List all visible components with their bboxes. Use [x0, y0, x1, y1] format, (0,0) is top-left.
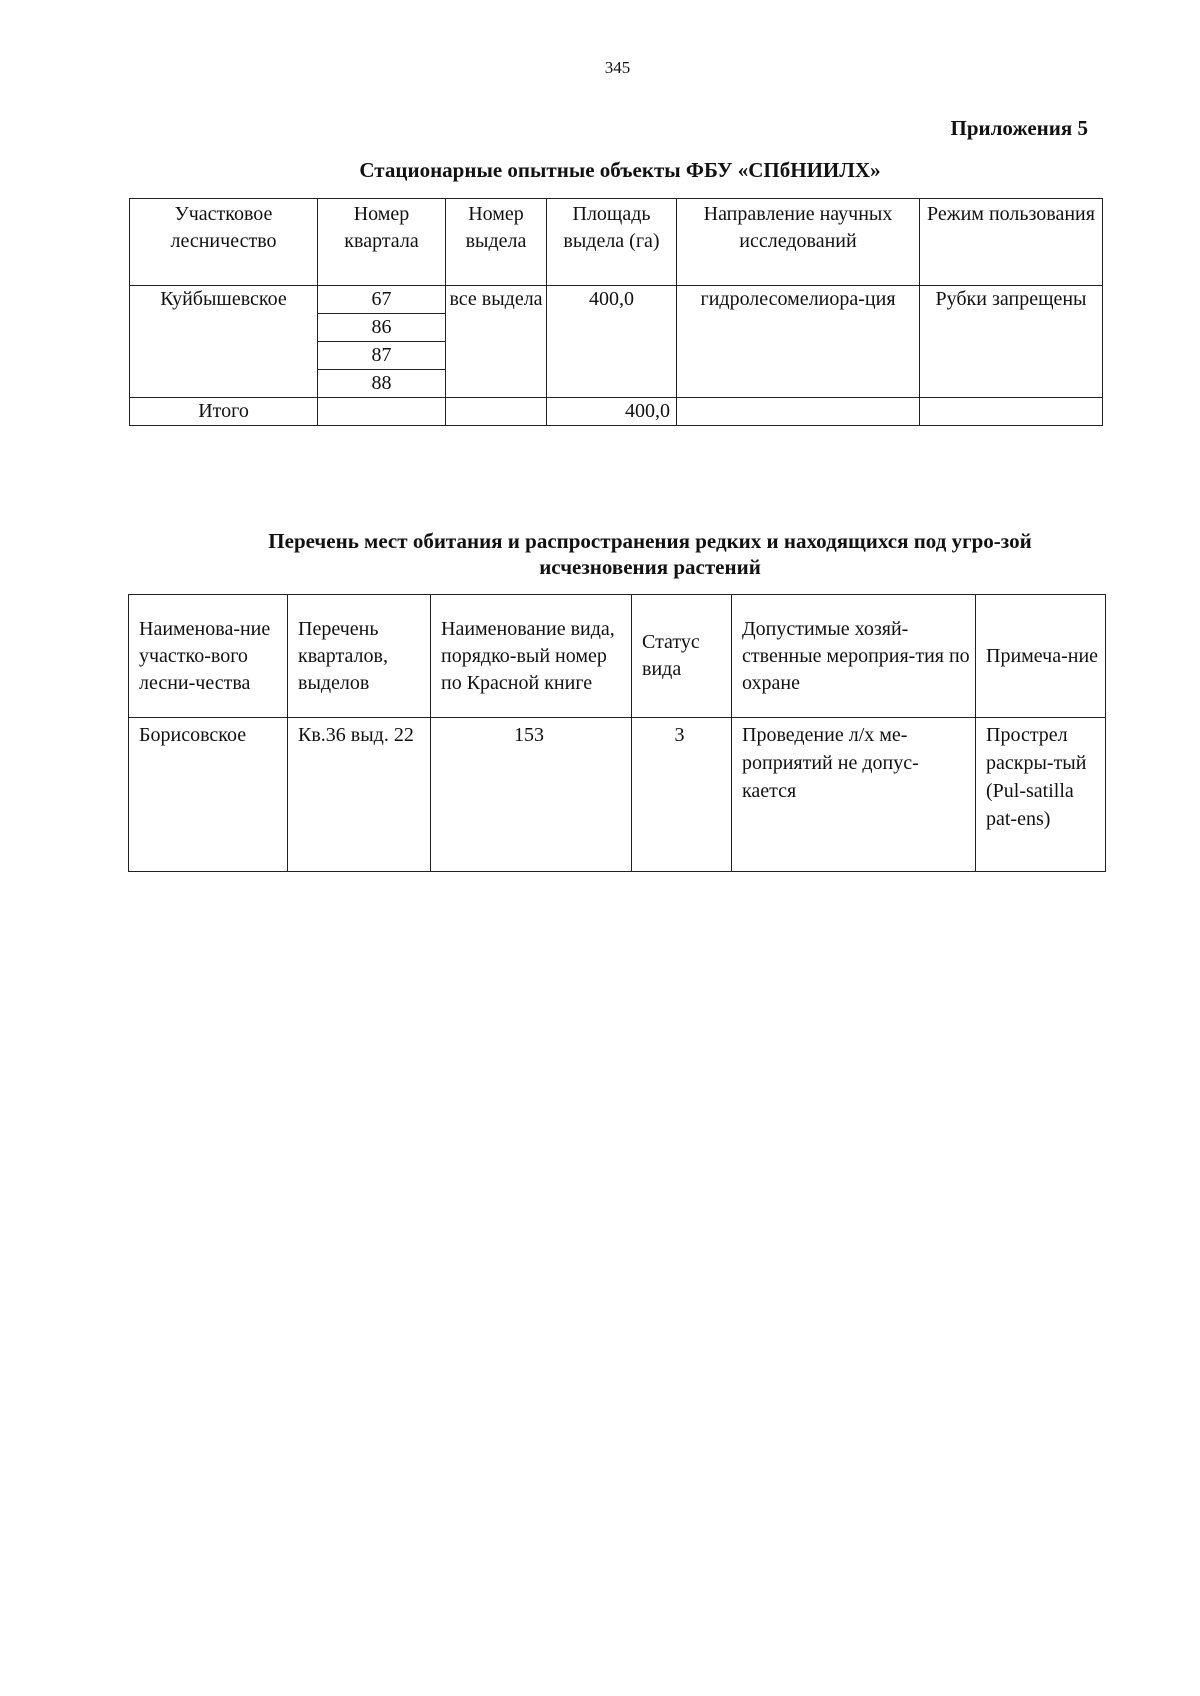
header-plot-area: Площадь выдела (га)	[547, 199, 677, 286]
header-note: Примеча-ние	[976, 595, 1106, 718]
header-allowed-measures: Допустимые хозяй-ственные мероприя-тия по охране	[732, 595, 976, 718]
header-research-direction: Направление научных исследований	[677, 199, 920, 286]
table1-title: Стационарные опытные объекты ФБУ «СПбНИИЛХ»	[359, 158, 881, 182]
table-row	[130, 286, 1103, 314]
cell-quarter: 88	[318, 370, 446, 398]
total-area: 400,0	[547, 398, 677, 426]
cell-forestry-name: Борисовское	[129, 718, 288, 872]
cell-plot: все выдела	[446, 286, 547, 398]
header-species-status: Статус вида	[632, 595, 732, 718]
total-row	[130, 398, 1103, 426]
page-number: 345	[604, 58, 631, 77]
cell-species-status: 3	[632, 718, 732, 872]
cell-forestry: Куйбышевское	[130, 286, 318, 398]
cell-allowed-measures: Проведение л/х ме-роприятий не допус-кается	[732, 718, 976, 872]
total-label: Итого	[130, 398, 318, 426]
appendix-label: Приложения 5	[950, 116, 1088, 140]
total-empty-cell	[920, 398, 1103, 426]
header-species-name: Наименование вида, порядко-вый номер по Красной книге	[431, 595, 632, 718]
cell-quarter: 67	[318, 286, 446, 314]
table-row	[129, 718, 1106, 872]
cell-direction: гидролесомелиора-ция	[677, 286, 920, 398]
stationary-objects-table	[129, 198, 1103, 426]
total-empty-cell	[446, 398, 547, 426]
header-quarters-list: Перечень кварталов, выделов	[288, 595, 431, 718]
header-forestry-name: Наименова-ние участко-вого лесни-чества	[129, 595, 288, 718]
cell-mode: Рубки запрещены	[920, 286, 1103, 398]
header-forestry: Участковое лесничество	[130, 199, 318, 286]
cell-species-number: 153	[431, 718, 632, 872]
table2-title: Перечень мест обитания и распространения редких и находящихся под угро-зой исчезновения растений	[268, 529, 1032, 579]
cell-quarter: 86	[318, 314, 446, 342]
cell-note: Прострел раскры-тый (Pul-satilla pat-ens)	[976, 718, 1106, 872]
cell-quarters-list: Кв.36 выд. 22	[288, 718, 431, 872]
table2-header-row	[129, 595, 1106, 718]
total-empty-cell	[677, 398, 920, 426]
total-empty-cell	[318, 398, 446, 426]
header-plot-number: Номер выдела	[446, 199, 547, 286]
header-usage-mode: Режим пользования	[920, 199, 1103, 286]
header-quarter-number: Номер квартала	[318, 199, 446, 286]
cell-area: 400,0	[547, 286, 677, 398]
cell-quarter: 87	[318, 342, 446, 370]
table1-header-row	[130, 199, 1103, 286]
rare-plants-table	[128, 594, 1106, 872]
